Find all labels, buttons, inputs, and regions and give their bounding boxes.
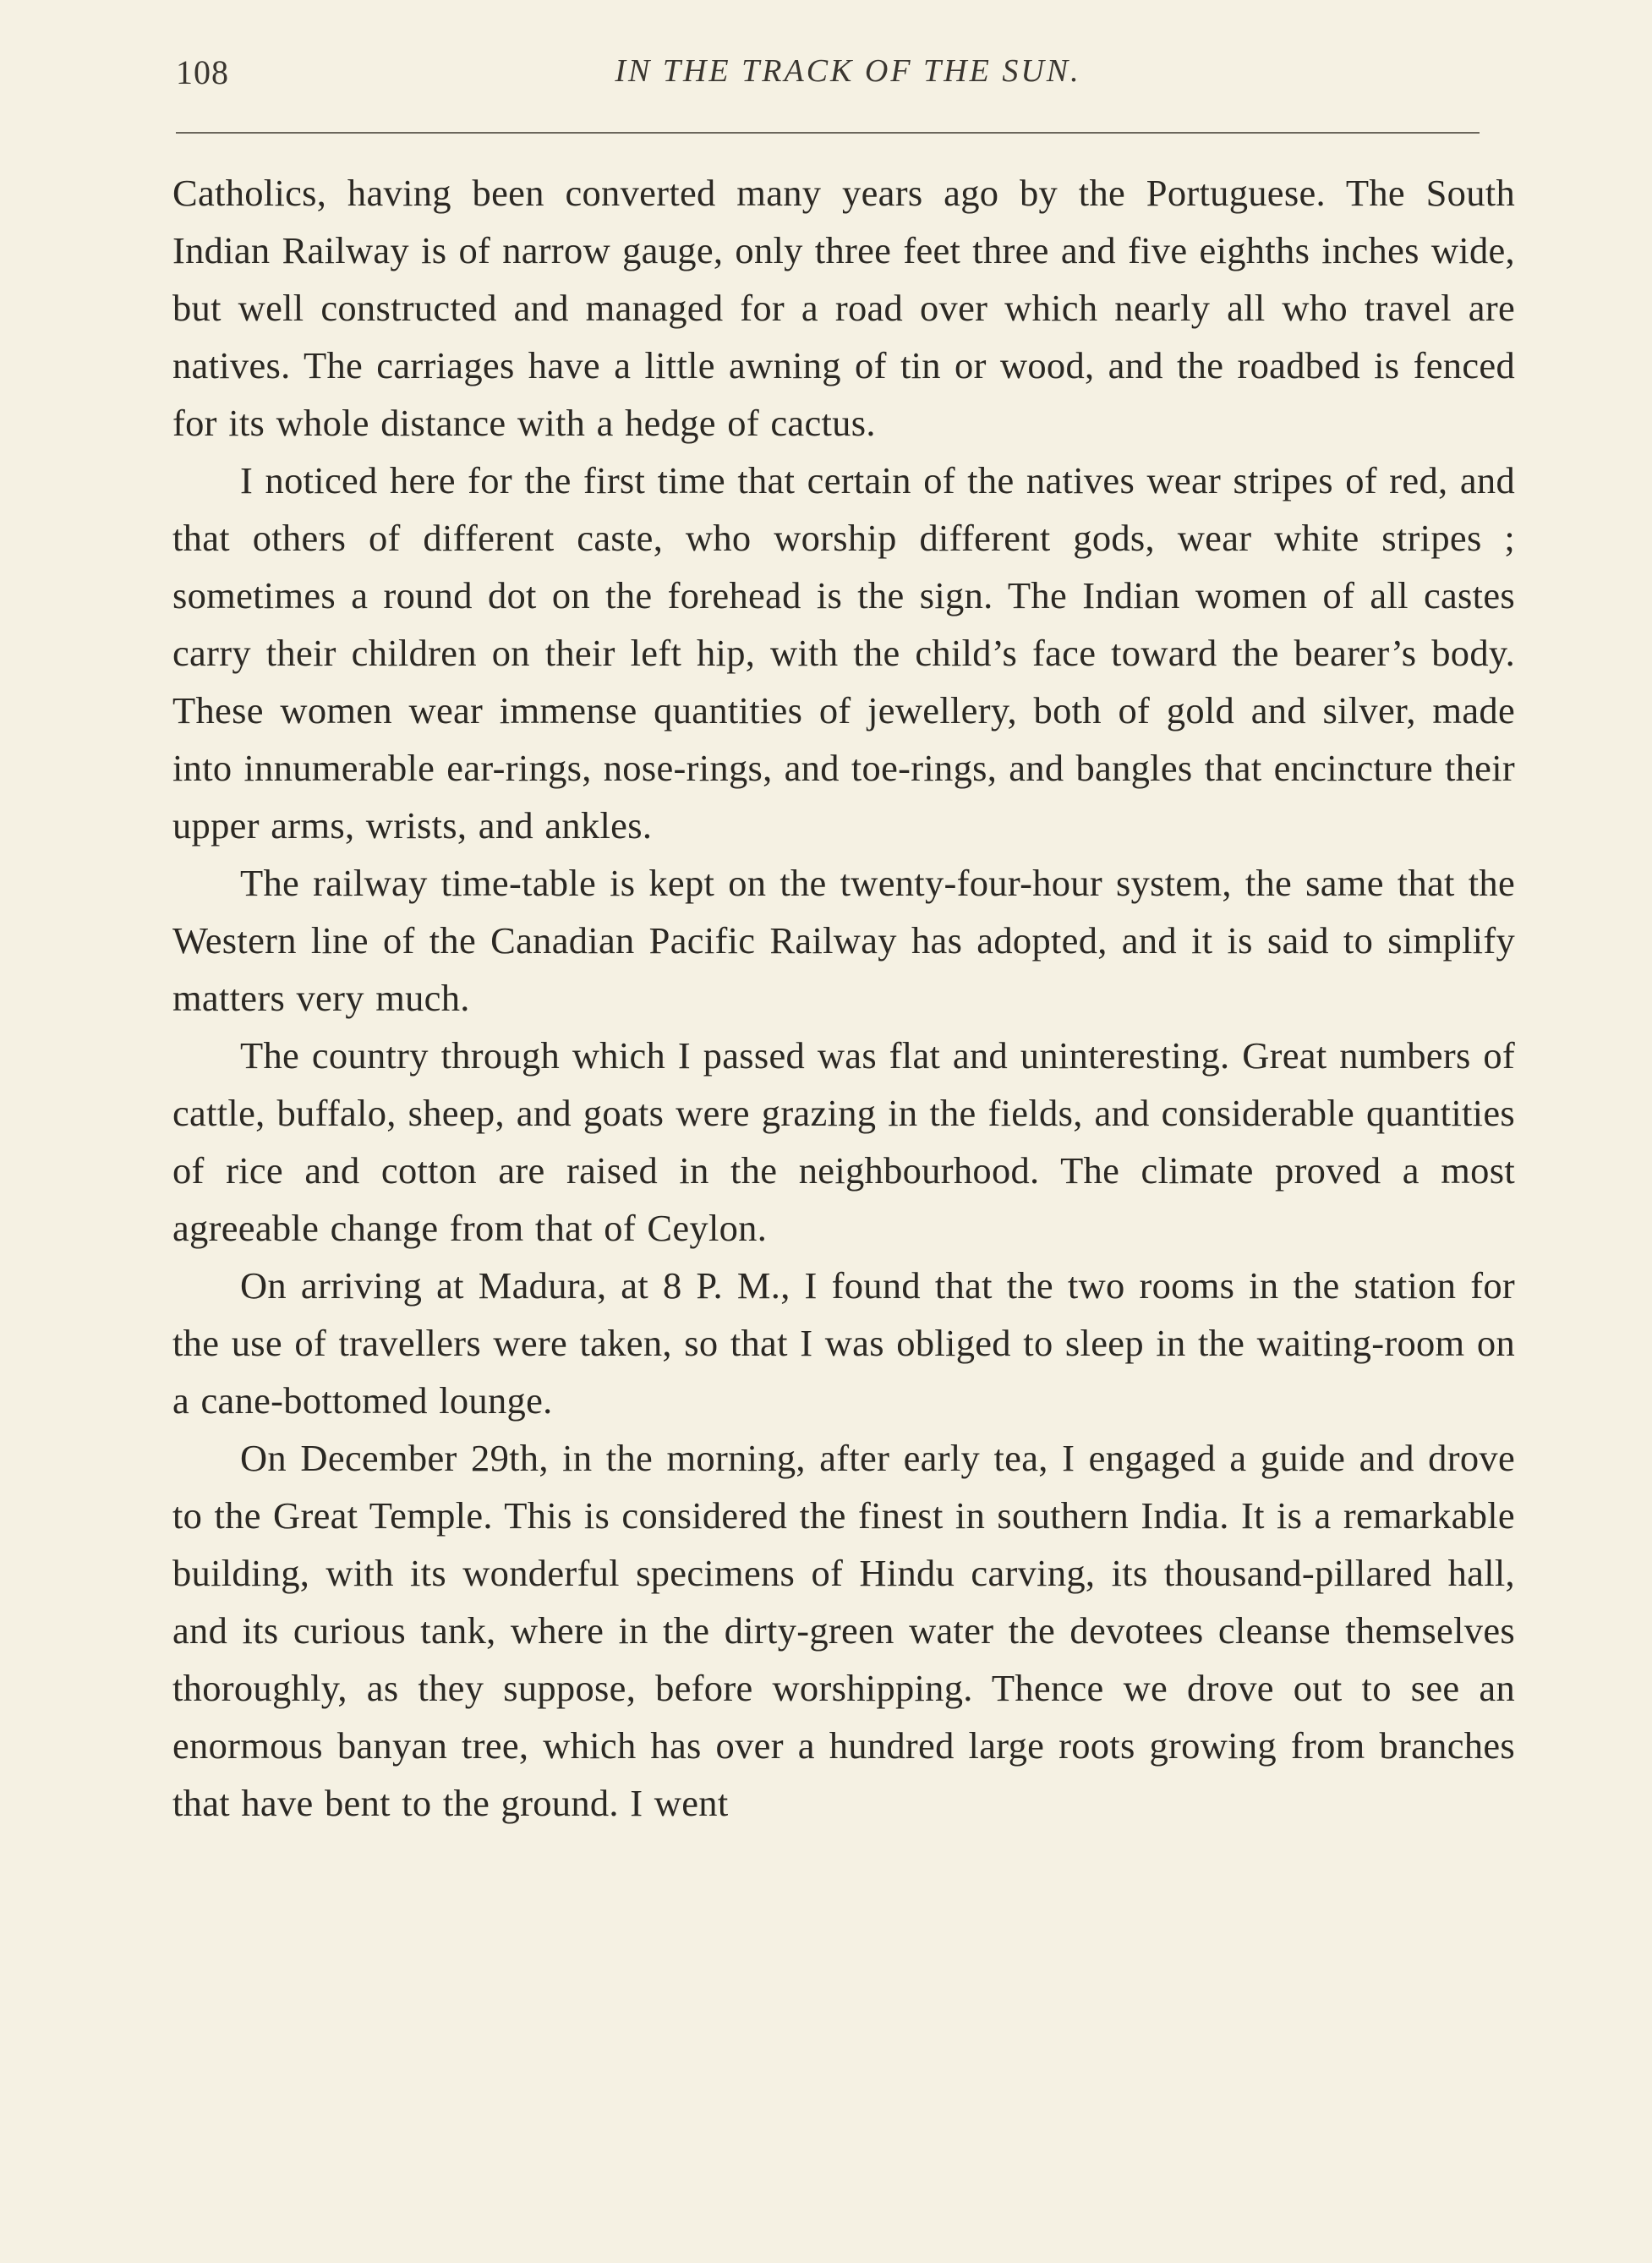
header-rule [176, 132, 1480, 134]
page-number: 108 [176, 53, 229, 91]
page-header [176, 44, 1520, 103]
paragraph-2: I noticed here for the first time that certain of the natives wear stripes of red, and that others of different caste, who worship different gods, wear white stripes ; sometimes a round dot on the forehead is the sign. The Indian women of all castes carry their children on their left hip, with the child’s face toward the bearer’s body. These women wear immense quantities of jewellery, both of gold and silver, made into innumerable ear-rings, nose-rings, and toe-rings, and bangles that encincture their upper arms, wrists, and ankles. [172, 459, 1515, 847]
paragraph-1: Catholics, having been converted many years ago by the Portuguese. The South Indian Railway is of narrow gauge, only three feet three and five eighths inches wide, but well constructed and managed for a road over which nearly all who travel are natives. The carriages have a little awning of tin or wood, and the roadbed is fenced for its whole distance with a hedge of cactus. [172, 172, 1515, 444]
running-title: IN THE TRACK OF THE SUN. [615, 53, 1081, 89]
paragraph-6: On December 29th, in the morning, after early tea, I engaged a guide and drove to the Great Temple. This is considered the finest in southern India. It is a remarkable building, with its wonderful specimens of Hindu carving, its thousand-pillared hall, and its curious tank, where in the dirty-green water the devotees cleanse themselves thoroughly, as they suppose, before worshipping. Thence we drove out to see an enormous banyan tree, which has over a hundred large roots growing from branches that have bent to the ground. I went [172, 1437, 1515, 1824]
paragraph-3: The railway time-table is kept on the twenty-four-hour system, the same that the Western line of the Canadian Pacific Railway has adopted, and it is said to simplify matters very much. [172, 862, 1515, 1019]
paragraph-5: On arriving at Madura, at 8 P. M., I found that the two rooms in the station for the use of travellers were taken, so that I was obliged to sleep in the waiting-room on a cane-bottomed lounge. [172, 1264, 1515, 1422]
paragraph-4: The country through which I passed was flat and uninteresting. Great numbers of cattle, buffalo, sheep, and goats were grazing in the fields, and considerable quantities of rice and cotton are raised in the neighbourhood. The climate proved a most agreeable change from that of Ceylon. [172, 1034, 1515, 1249]
body-text [172, 164, 1515, 1832]
